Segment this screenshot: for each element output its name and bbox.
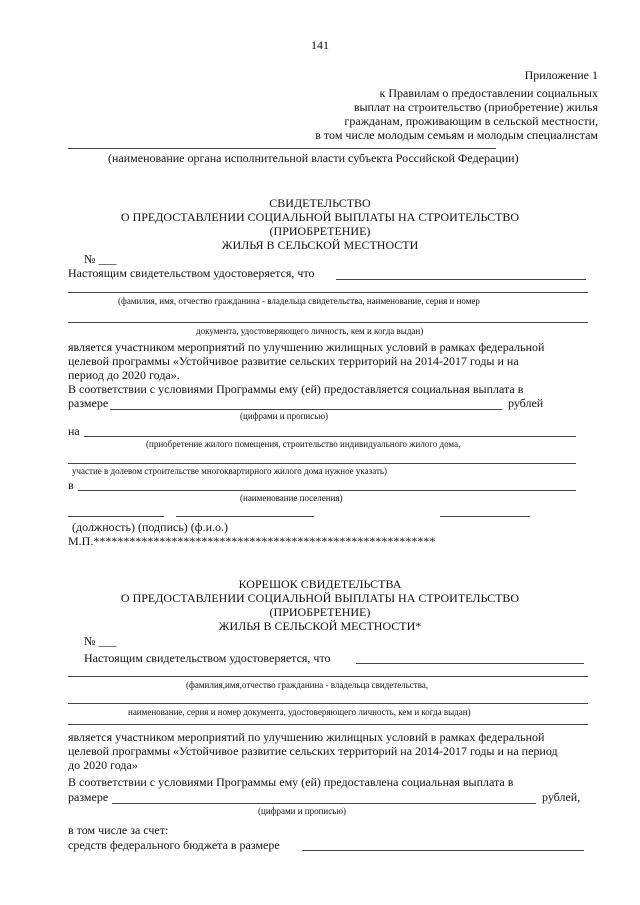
stub-participant-text: является участником мероприятий по улучшению жилищных условий в рамках федеральной — [68, 730, 545, 744]
fio-line — [440, 516, 530, 517]
appendix-line: гражданам, проживающим в сельской местности, — [344, 114, 598, 128]
amount-fill-line — [110, 409, 502, 410]
settlement-caption: (наименование поселения) — [240, 493, 343, 503]
federal-fill-line — [302, 850, 584, 851]
purpose-caption: (приобретение жилого помещения, строительство индивидуального жилого дома, — [146, 439, 461, 449]
fio-caption: (фамилия, имя, отчество гражданина - владельца свидетельства, наименование, серия и номер — [118, 296, 480, 306]
signature-caption: (должность) (подпись) (ф.и.о.) — [72, 520, 228, 534]
amount-label: размере — [68, 396, 109, 410]
stub-doc-fill-line — [68, 703, 588, 704]
doc-fill-line — [68, 322, 588, 323]
stub-certify-text: Настоящим свидетельством удостоверяется, что — [84, 651, 331, 665]
participant-text: период до 2020 года». — [68, 368, 180, 382]
purpose-fill-line-2 — [68, 463, 576, 464]
appendix-line: в том числе молодым семьям и молодым специалистам — [315, 128, 598, 142]
stub-participant-text: целевой программы «Устойчивое развитие сельских территорий на 2014-2017 годы и на период — [68, 744, 558, 758]
appendix-title: Приложение 1 — [524, 68, 598, 82]
according-text: В соответствии с условиями Программы ему (ей) предоставляется социальная выплата в — [68, 382, 524, 396]
stub-participant-text: до 2020 года» — [68, 758, 138, 772]
stub-amount-label: размере — [68, 790, 109, 804]
stub-according-text: В соответствии с условиями Программы ему (ей) предоставлена социальная выплата в — [68, 775, 514, 789]
stub-title: ЖИЛЬЯ В СЕЛЬСКОЙ МЕСТНОСТИ* — [218, 619, 422, 633]
stub-doc-caption: наименование, серия и номер документа, удостоверяющего личность, кем и когда выдан) — [128, 707, 471, 717]
authority-caption: (наименование органа исполнительной власти субъекта Российской Федерации) — [108, 151, 519, 165]
authority-line — [68, 148, 496, 149]
position-line — [68, 516, 164, 517]
signature-line — [176, 516, 314, 517]
stub-name-fill-line — [356, 663, 584, 664]
certificate-title: СВИДЕТЕЛЬСТВО — [269, 196, 371, 210]
purpose-caption-2: участие в долевом строительстве многоквартирного жилого дома нужное указать) — [72, 466, 388, 476]
stub-title: (ПРИОБРЕТЕНИЕ) — [269, 605, 371, 619]
purpose-fill-line — [84, 436, 576, 437]
stub-doc-fill-line-2 — [68, 724, 588, 725]
stub-number: № ___ — [84, 634, 117, 648]
participant-text: является участником мероприятий по улучшению жилищных условий в рамках федеральной — [68, 340, 545, 354]
na-label: на — [68, 424, 80, 438]
name-fill-line — [336, 279, 586, 280]
federal-text: средств федерального бюджета в размере — [68, 838, 280, 852]
certificate-title: (ПРИОБРЕТЕНИЕ) — [269, 224, 371, 238]
certificate-title: О ПРЕДОСТАВЛЕНИИ СОЦИАЛЬНОЙ ВЫПЛАТЫ НА СТРОИТЕЛЬСТВО — [120, 210, 520, 224]
doc-caption: документа, удостоверяющего личность, кем и когда выдан) — [196, 326, 424, 336]
stub-title: О ПРЕДОСТАВЛЕНИИ СОЦИАЛЬНОЙ ВЫПЛАТЫ НА СТРОИТЕЛЬСТВО — [120, 591, 520, 605]
stub-rub-label: рублей, — [542, 790, 581, 804]
stub-digits-caption: (цифрами и прописью) — [258, 806, 347, 816]
including-text: в том числе за счет: — [68, 823, 169, 837]
page-number: 141 — [311, 38, 329, 52]
appendix-line: к Правилам о предоставлении социальных — [379, 86, 598, 100]
appendix-line: выплат на строительство (приобретение) жилья — [353, 100, 598, 114]
digits-caption: (цифрами и прописью) — [240, 411, 329, 421]
stub-title: КОРЕШОК СВИДЕТЕЛЬСТВА — [238, 577, 402, 591]
stub-amount-fill-line — [112, 803, 536, 804]
v-label: в — [68, 478, 74, 492]
settlement-fill-line — [78, 490, 576, 491]
certificate-title: ЖИЛЬЯ В СЕЛЬСКОЙ МЕСТНОСТИ — [221, 238, 419, 252]
name-fill-line-2 — [68, 292, 588, 293]
stub-name-fill-line-2 — [68, 676, 588, 677]
certify-text: Настоящим свидетельством удостоверяется, что — [68, 266, 315, 280]
stub-fio-caption: (фамилия,имя,отчество гражданина - владельца свидетельства, — [186, 680, 429, 690]
rub-label: рублей — [508, 396, 544, 410]
participant-text: целевой программы «Устойчивое развитие сельских территорий на 2014-2017 годы и на — [68, 354, 519, 368]
stamp-place: М.П.********************************************************* — [68, 534, 436, 548]
certificate-number: № ___ — [84, 252, 117, 266]
